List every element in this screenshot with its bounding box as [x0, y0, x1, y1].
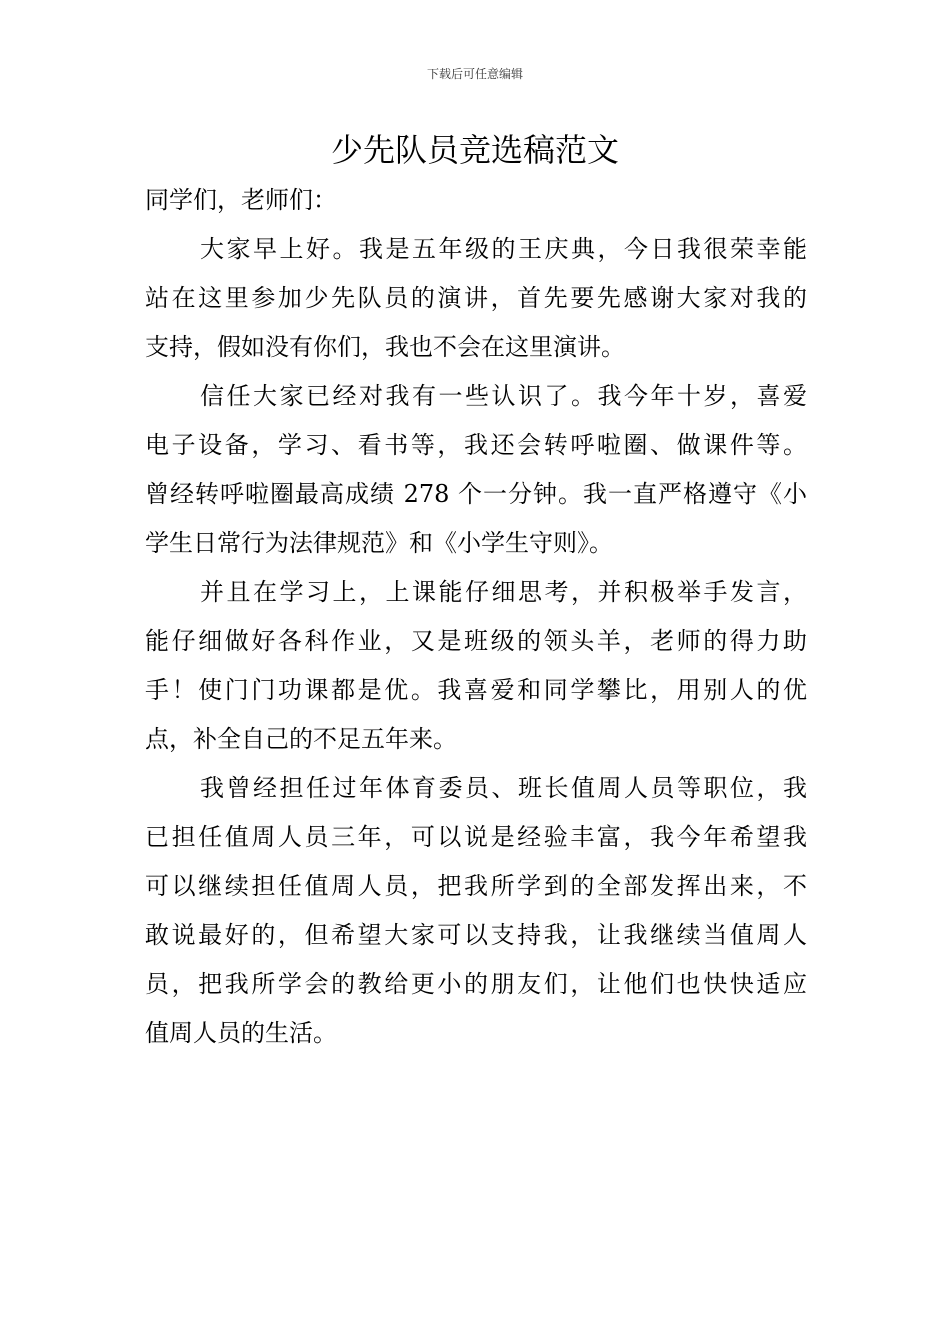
- paragraph-line: 手！使门门功课都是优。我喜爱和同学攀比，用别人的优: [145, 676, 807, 704]
- paragraph-line: 曾经转呼啦圈最高成绩 278 个一分钟。我一直严格遵守《小: [145, 480, 807, 508]
- paragraph-line: 能仔细做好各科作业，又是班级的领头羊，老师的得力助: [145, 627, 807, 655]
- paragraph-line: 信任大家已经对我有一些认识了。我今年十岁，喜爱: [200, 382, 807, 410]
- paragraph-line: 值周人员的生活。: [145, 1019, 337, 1047]
- paragraph-line: 学生日常行为法律规范》和《小学生守则》。: [145, 529, 613, 557]
- header-note: 下载后可任意编辑: [426, 67, 523, 81]
- salutation: 同学们，老师们：: [145, 186, 337, 214]
- paragraph-line: 敢说最好的，但希望大家可以支持我，让我继续当值周人: [145, 921, 807, 949]
- document-body: [145, 176, 807, 1058]
- paragraph-4: [145, 764, 807, 1058]
- paragraph-1: [145, 225, 807, 372]
- paragraph-line: 员，把我所学会的教给更小的朋友们，让他们也快快适应: [145, 970, 807, 998]
- paragraph-line: 电子设备，学习、看书等，我还会转呼啦圈、做课件等。: [145, 431, 807, 459]
- paragraph-line: 并且在学习上，上课能仔细思考，并积极举手发言，: [200, 578, 807, 606]
- paragraph-2: [145, 372, 807, 568]
- paragraph-line: 站在这里参加少先队员的演讲，首先要先感谢大家对我的: [145, 284, 807, 312]
- paragraph-line: 可以继续担任值周人员，把我所学到的全部发挥出来，不: [145, 872, 807, 900]
- paragraph-line: 点，补全自己的不足五年来。: [145, 725, 457, 753]
- paragraph-line: 已担任值周人员三年，可以说是经验丰富，我今年希望我: [145, 823, 807, 851]
- paragraph-line: 我曾经担任过年体育委员、班长值周人员等职位，我: [200, 774, 807, 802]
- paragraph-3: [145, 568, 807, 764]
- paragraph-line: 支持，假如没有你们，我也不会在这里演讲。: [145, 333, 625, 361]
- paragraph-line: 大家早上好。我是五年级的王庆典，今日我很荣幸能: [200, 235, 807, 263]
- document-title: 少先队员竞选稿范文: [330, 131, 619, 169]
